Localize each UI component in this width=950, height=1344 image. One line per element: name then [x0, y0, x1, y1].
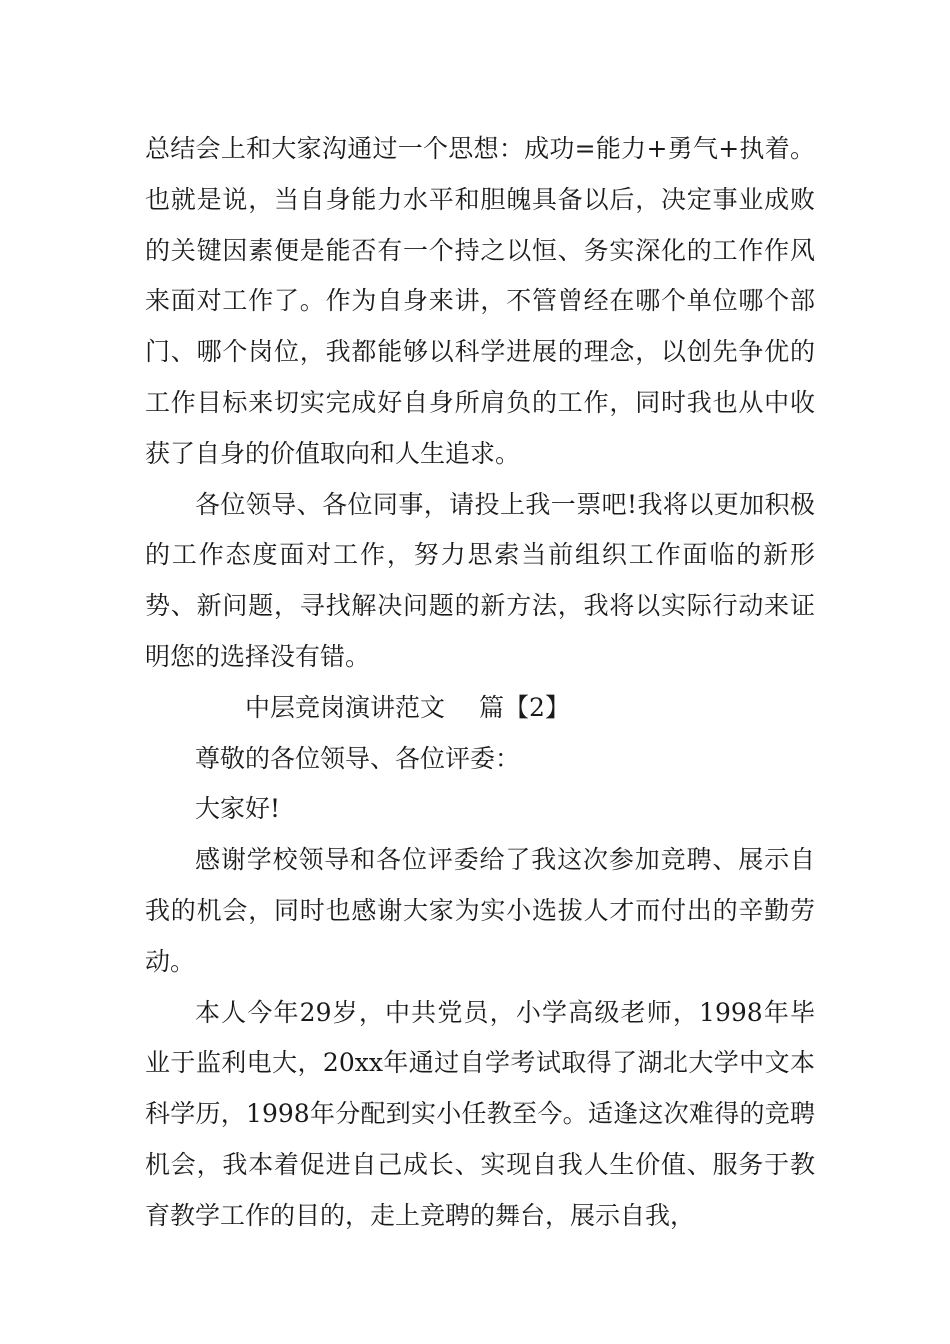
greeting: 大家好!	[195, 794, 281, 824]
document-body	[145, 124, 815, 1242]
paragraph-continuation: 总结会上和大家沟通过一个思想：成功=能力+勇气+执着。也就是说，当自身能力水平和胆魄具备以后，决定事业成败的关键因素便是能否有一个持之以恒、务实深化的工作作风来面对工作了。作为自身来讲，不管曾经在哪个单位哪个部门、哪个岗位，我都能够以科学进展的理念，以创先争优的工作目标来切实完成好自身所肩负的工作，同时我也从中收获了自身的价值取向和人生追求。	[145, 134, 815, 468]
paragraph-thanks: 感谢学校领导和各位评委给了我这次参加竞聘、展示自我的机会，同时也感谢大家为实小选拔人才而付出的辛勤劳动。	[145, 845, 815, 976]
section-heading-part: 篇【2】	[479, 692, 570, 722]
section-heading-title: 中层竞岗演讲范文	[245, 692, 446, 722]
section-heading	[145, 683, 815, 734]
paragraph-vote-appeal: 各位领导、各位同事，请投上我一票吧!我将以更加积极的工作态度面对工作，努力思索当前组织工作面临的新形势、新问题，寻找解决问题的新方法，我将以实际行动来证明您的选择没有错。	[145, 489, 815, 671]
salutation: 尊敬的各位领导、各位评委：	[195, 743, 521, 773]
paragraph-self-introduction: 本人今年29岁，中共党员，小学高级老师，1998年毕业于监利电大，20xx年通过自学考试取得了湖北大学中文本科学历，1998年分配到实小任教至今。适逢这次难得的竞聘机会，我本着促进自己成长、实现自我人生价值、服务于教育教学工作的目的，走上竞聘的舞台，展示自我，	[145, 997, 815, 1230]
